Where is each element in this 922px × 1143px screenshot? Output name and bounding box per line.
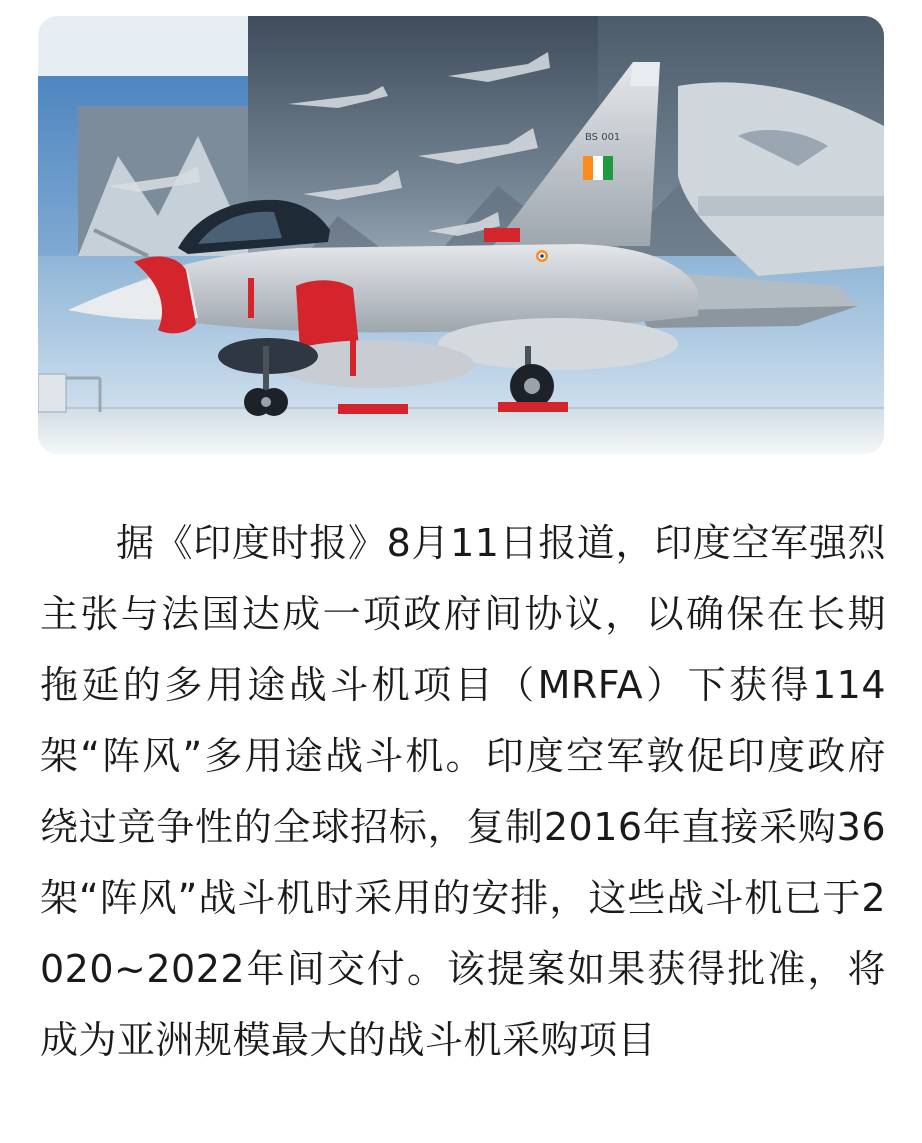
news-article bbox=[40, 508, 886, 1076]
tail-code-text: BS 001 bbox=[585, 132, 621, 143]
rafale-jet-photo[interactable] bbox=[38, 16, 884, 454]
article-paragraph: 据《印度时报》8月11日报道，印度空军强烈主张与法国达成一项政府间协议，以确保在长期拖延的多用途战斗机项目（MRFA）下获得114架“阵风”多用途战斗机。印度空军敦促印度政府绕过竞争性的全球招标，复制2016年直接采购36架“阵风”战斗机时采用的安排，这些战斗机已于2020~2022年间交付。该提案如果获得批准，将成为亚洲规模最大的战斗机采购项目 bbox=[40, 521, 886, 1062]
rafale-jet-illustration bbox=[38, 16, 884, 454]
